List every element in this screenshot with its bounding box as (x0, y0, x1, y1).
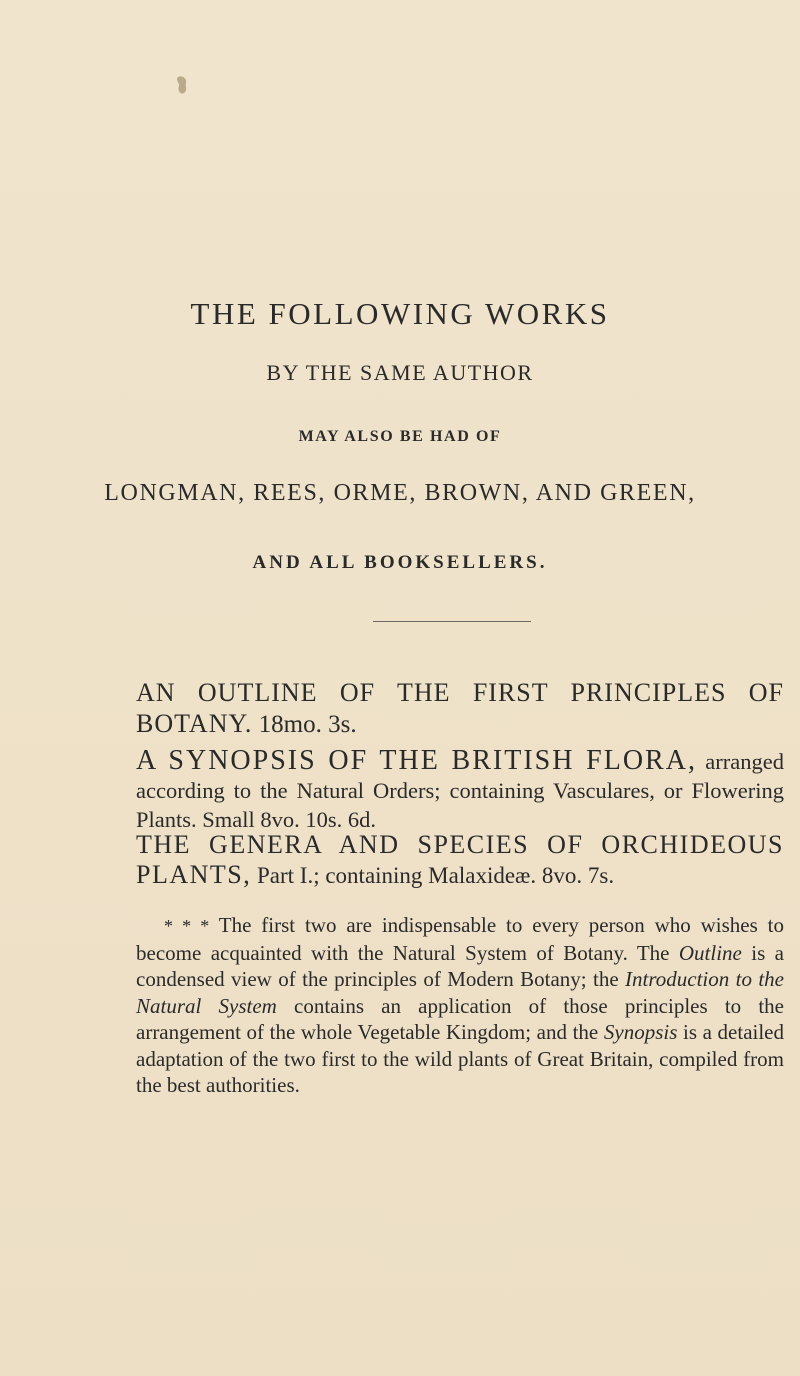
entry-orchideous-plants (136, 830, 784, 890)
entry-details: 18mo. 3s. (252, 711, 357, 738)
note-italic-title: Synopsis (603, 1020, 678, 1044)
note-italic-title: Outline (678, 940, 742, 965)
entry-outline-botany (136, 678, 784, 740)
heading-following-works: THE FOLLOWING WORKS (190, 296, 610, 331)
paper-stain-mark (172, 74, 192, 96)
note-text: is a condensed view of the principles of Modern Botany; the (136, 940, 784, 991)
divider-rule (373, 621, 531, 622)
note-text: is a detailed adaptation of the two first to the wild plants of Great Britain, compiled from the best authorities. (136, 1020, 785, 1097)
note-text: contains an application of those principles to the arrangement of the whole Vegetable Kingdom; and the (136, 993, 784, 1044)
heading-same-author: BY THE SAME AUTHOR (266, 360, 534, 385)
entry-synopsis-british-flora (136, 746, 784, 834)
asterism: * * * (164, 916, 210, 936)
heading-booksellers: AND ALL BOOKSELLERS. (252, 552, 548, 573)
entry-details: Part I.; containing Malaxideæ. 8vo. 7s. (251, 863, 615, 888)
entry-title: A SYNOPSIS OF THE BRITISH FLORA, (136, 745, 697, 776)
note-italic-title: Introduction to the Natural System (136, 967, 785, 1018)
heading-publishers: LONGMAN, REES, ORME, BROWN, AND GREEN, (104, 480, 696, 506)
heading-may-also-be-had: MAY ALSO BE HAD OF (298, 428, 502, 445)
entry-title: AN OUTLINE OF THE FIRST PRINCIPLES OF BOTANY. (136, 678, 784, 738)
note-text: The first two are indispensable to every person who wishes to become acquainted with the Natural System of Botany. The (136, 913, 784, 965)
entry-details: arranged according to the Natural Orders; containing Vasculares, or Flowering Plants. Small 8vo. 10s. 6d. (136, 749, 784, 832)
entry-title: THE GENERA AND SPECIES OF ORCHIDEOUS PLANTS, (136, 830, 784, 889)
note-paragraph (136, 912, 784, 1099)
